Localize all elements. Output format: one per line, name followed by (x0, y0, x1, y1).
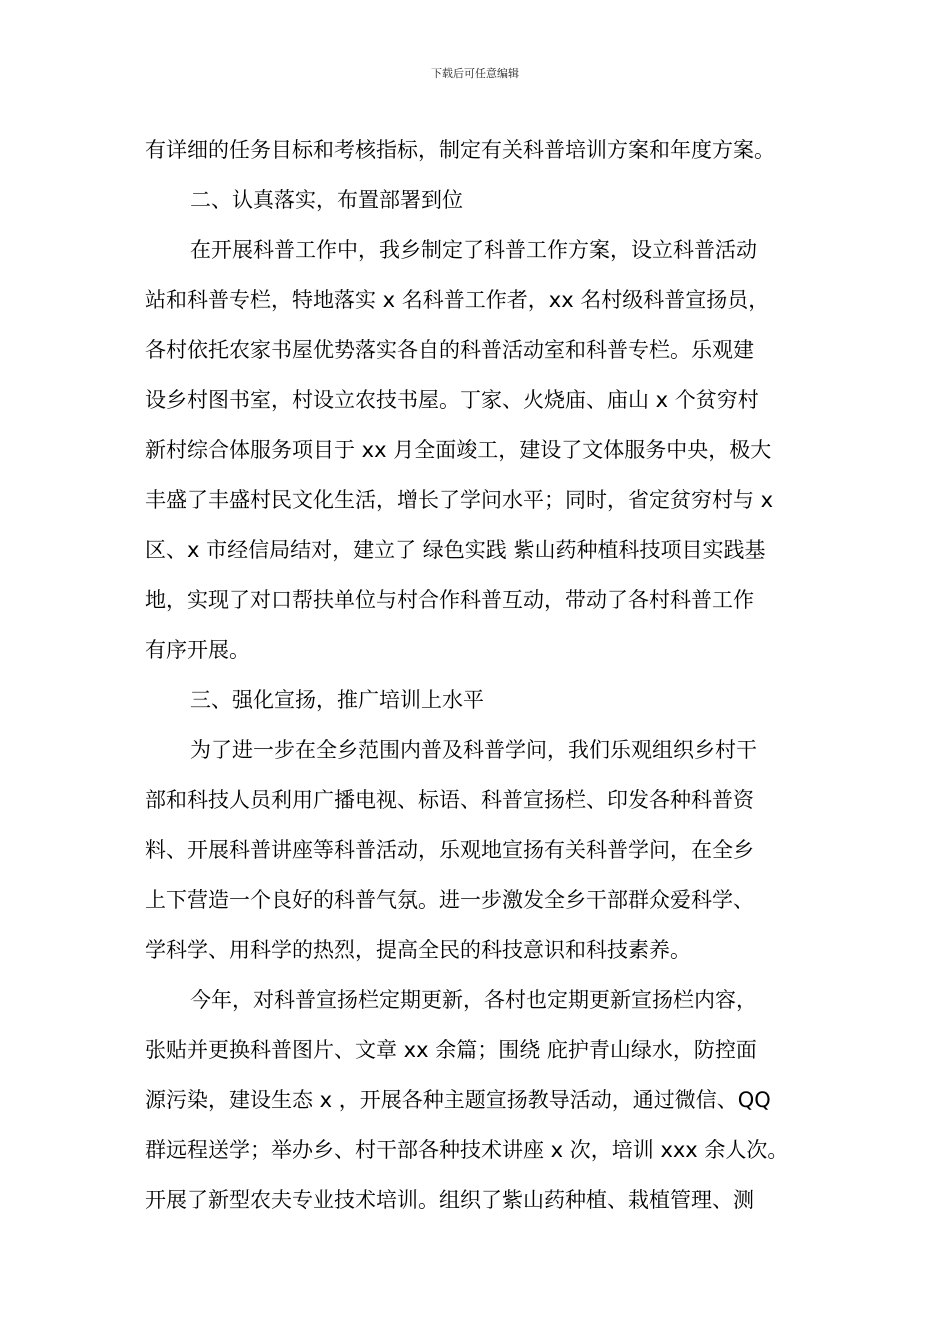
text-line: 各村依托农家书屋优势落实各自的科普活动室和科普专栏。乐观建 (145, 338, 754, 362)
text-line: 部和科技人员利用广播电视、标语、科普宣扬栏、印发各种科普资 (145, 788, 754, 812)
text-line: 群远程送学；举办乡、村干部各种技术讲座 x 次，培训 xxx 余人次。 (145, 1138, 789, 1162)
text-line: 张贴并更换科普图片、文章 xx 余篇；围绕 庇护青山绿水，防控面 (145, 1038, 757, 1062)
text-line: 设乡村图书室，村设立农技书屋。丁家、火烧庙、庙山 x 个贫穷村 (145, 388, 759, 412)
text-line: 为了进一步在全乡范围内普及科普学问，我们乐观组织乡村干 (190, 738, 757, 762)
text-line: 在开展科普工作中，我乡制定了科普工作方案，设立科普活动 (190, 238, 757, 262)
text-line: 有序开展。 (145, 638, 250, 662)
text-line: 源污染，建设生态 x ，开展各种主题宣扬教导活动，通过微信、QQ (145, 1088, 771, 1112)
section-heading: 二、认真落实，布置部署到位 (190, 188, 463, 212)
section-heading: 三、强化宣扬，推广培训上水平 (190, 688, 484, 712)
text-line: 丰盛了丰盛村民文化生活，增长了学问水平；同时，省定贫穷村与 x (145, 488, 774, 512)
text-line: 有详细的任务目标和考核指标，制定有关科普培训方案和年度方案。 (145, 138, 775, 162)
text-line: 今年，对科普宣扬栏定期更新，各村也定期更新宣扬栏内容， (190, 988, 757, 1012)
page-header: 下载后可任意编辑 (431, 67, 519, 80)
text-line: 地，实现了对口帮扶单位与村合作科普互动，带动了各村科普工作 (145, 588, 754, 612)
text-line: 学科学、用科学的热烈，提高全民的科技意识和科技素养。 (145, 938, 691, 962)
text-line: 上下营造一个良好的科普气氛。进一步激发全乡干部群众爱科学、 (145, 888, 754, 912)
text-line: 区、x 市经信局结对，建立了 绿色实践 紫山药种植科技项目实践基 (145, 538, 766, 562)
text-line: 料、开展科普讲座等科普活动，乐观地宣扬有关科普学问，在全乡 (145, 838, 754, 862)
text-line: 新村综合体服务项目于 xx 月全面竣工，建设了文体服务中央，极大 (145, 438, 772, 462)
text-line: 站和科普专栏，特地落实 x 名科普工作者，xx 名村级科普宣扬员， (145, 288, 770, 312)
text-line: 开展了新型农夫专业技术培训。组织了紫山药种植、栽植管理、测 (145, 1188, 754, 1212)
